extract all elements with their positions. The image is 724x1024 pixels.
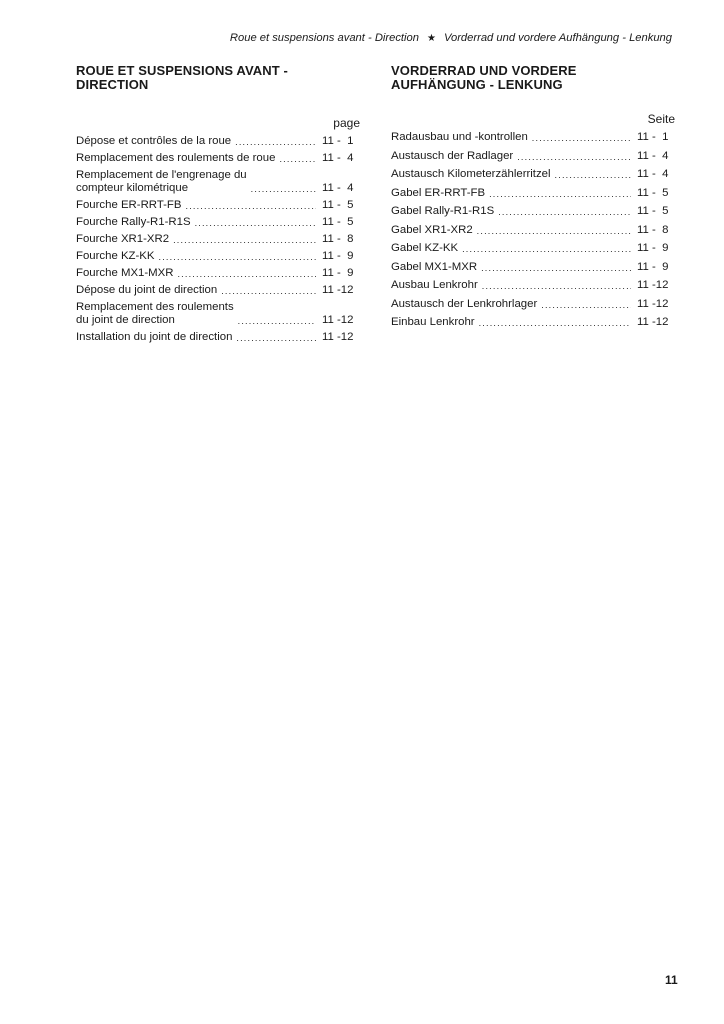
toc-entry-label: Fourche XR1-XR2 (76, 233, 170, 245)
toc-entry (76, 233, 360, 246)
toc-entry-label-wrap (391, 279, 637, 292)
toc-entry (391, 242, 675, 255)
dot-leader (555, 170, 631, 181)
dot-leader (238, 316, 316, 327)
toc-entry (391, 187, 675, 200)
toc-entry-page: 11 - 9 (637, 242, 669, 254)
toc-entry (391, 150, 675, 163)
toc-list-french (76, 135, 360, 344)
toc-entry-label: Ausbau Lenkrohr (391, 279, 478, 291)
toc-entry (76, 152, 360, 165)
dot-leader (479, 318, 631, 329)
toc-entry-label-wrap (76, 267, 322, 280)
toc-entry-label: Austausch der Lenkrohrlager (391, 297, 538, 310)
toc-entry-page: 11 - 9 (322, 250, 354, 262)
toc-entry-label-wrap (391, 150, 637, 163)
toc-entry-label-wrap (391, 187, 637, 200)
toc-entry-page: 11 -12 (322, 331, 354, 343)
dot-leader (517, 152, 631, 163)
toc-entry-label: Fourche Rally-R1-R1S (76, 216, 191, 228)
toc-entry (76, 301, 360, 327)
toc-entry (391, 168, 675, 181)
toc-entry-label: Gabel ER-RRT-FB (391, 186, 486, 199)
toc-entry-page: 11 - 4 (637, 149, 669, 162)
dot-leader (489, 189, 631, 200)
toc-entry-label: Remplacement des roulements de roue (76, 152, 276, 164)
dot-leader (173, 235, 316, 246)
toc-entry-label: Dépose et contrôles de la roue (76, 135, 232, 147)
toc-entry-page: 11 - 1 (322, 135, 354, 147)
toc-entry-page: 11 - 8 (637, 223, 669, 236)
running-header-de: Vorderrad und vordere Aufhängung - Lenkung (443, 32, 672, 44)
dot-leader (279, 154, 316, 165)
toc-entry-label-wrap (76, 301, 322, 327)
toc-entry-page: 11 - 4 (637, 168, 669, 180)
toc-entry (391, 224, 675, 237)
toc-entry-label-wrap (76, 199, 322, 212)
dot-leader (236, 333, 316, 344)
toc-entry-page: 11 - 5 (322, 216, 354, 228)
dot-leader (532, 133, 631, 144)
toc-entry-label-wrap (391, 205, 637, 218)
section-title-line-2: DIRECTION (76, 77, 149, 92)
dot-leader (186, 201, 317, 212)
toc-entry (76, 216, 360, 229)
section-title-line-2: AUFHÄNGUNG - LENKUNG (391, 77, 563, 92)
section-title-french (76, 64, 360, 94)
toc-column-german (391, 64, 675, 335)
toc-entry-label-wrap (391, 261, 637, 274)
toc-entry (391, 261, 675, 274)
toc-entry-label-wrap (76, 216, 322, 229)
dot-leader (159, 252, 317, 263)
toc-entry-label-wrap (391, 298, 637, 311)
toc-entry-label-wrap (391, 316, 637, 329)
toc-entry (76, 250, 360, 263)
toc-entry-label-wrap (391, 224, 637, 237)
toc-entry-page: 11 - 9 (637, 260, 669, 273)
section-title-line-1: ROUE ET SUSPENSIONS AVANT - (76, 63, 288, 78)
toc-entry-label: Gabel MX1-MXR (391, 260, 478, 273)
toc-entry-label-wrap (391, 131, 637, 144)
dot-leader (498, 207, 631, 218)
toc-entry-label: Dépose du joint de direction (76, 284, 218, 296)
toc-entry-label: Remplacement des roulements du joint de direction (76, 301, 234, 326)
toc-entry-page: 11 -12 (322, 284, 354, 296)
toc-entry-page: 11 -12 (637, 279, 669, 291)
toc-entry (76, 284, 360, 297)
dot-leader (477, 226, 631, 237)
dot-leader (235, 137, 316, 148)
toc-entry-label: Gabel KZ-KK (391, 242, 459, 254)
toc-entry-label-wrap (76, 233, 322, 246)
toc-entry-label: Remplacement de l'engrenage du compteur kilométrique (76, 169, 247, 194)
toc-entry-label: Austausch Kilometerzählerritzel (391, 168, 551, 180)
toc-entry-label-wrap (391, 168, 637, 181)
toc-entry-label-wrap (76, 284, 322, 297)
toc-entry-label: Fourche MX1-MXR (76, 267, 174, 279)
dot-leader (221, 286, 316, 297)
dot-leader (177, 269, 316, 280)
toc-entry (391, 298, 675, 311)
toc-entry (76, 199, 360, 212)
section-title-line-1: VORDERRAD UND VORDERE (391, 63, 577, 78)
toc-entry (391, 131, 675, 144)
toc-entry (76, 169, 360, 195)
dot-leader (482, 281, 631, 292)
toc-entry-label: Installation du joint de direction (76, 331, 233, 343)
toc-entry-label: Einbau Lenkrohr (391, 316, 475, 328)
dot-leader (462, 244, 631, 255)
dot-leader (481, 263, 631, 274)
section-title-german (391, 64, 675, 94)
page-column-label: Seite (647, 112, 675, 126)
toc-entry-page: 11 - 5 (637, 205, 669, 217)
running-header-fr: Roue et suspensions avant - Direction (229, 32, 419, 44)
toc-entry (76, 135, 360, 148)
toc-entry-label: Gabel Rally-R1-R1S (391, 205, 495, 217)
page-number: 11 (665, 973, 678, 987)
toc-column-french (76, 64, 360, 348)
toc-entry-label-wrap (76, 169, 322, 195)
toc-entry (391, 279, 675, 292)
toc-entry (391, 205, 675, 218)
toc-entry-page: 11 - 1 (637, 131, 669, 143)
dot-leader (251, 184, 316, 195)
toc-entry-page: 11 - 4 (322, 152, 354, 164)
toc-entry-label: Austausch der Radlager (391, 149, 514, 162)
star-icon: ★ (426, 33, 436, 44)
toc-entry-label: Radausbau und -kontrollen (391, 131, 528, 143)
toc-entry (76, 331, 360, 344)
toc-entry-label: Fourche ER-RRT-FB (76, 199, 182, 211)
page-column-label: page (333, 116, 360, 130)
toc-entry-label: Gabel XR1-XR2 (391, 223, 473, 236)
toc-entry (76, 267, 360, 280)
running-header (230, 32, 672, 44)
toc-entry-page: 11 -12 (322, 314, 354, 326)
toc-entry-label-wrap (76, 152, 322, 165)
toc-entry-label-wrap (76, 331, 322, 344)
toc-entry-label-wrap (76, 250, 322, 263)
toc-entry-page: 11 - 4 (322, 182, 354, 194)
toc-entry-page: 11 - 9 (322, 267, 354, 279)
dot-leader (541, 300, 631, 311)
toc-entry-page: 11 - 5 (637, 186, 669, 199)
toc-entry (391, 316, 675, 329)
toc-entry-page: 11 -12 (637, 297, 669, 310)
toc-list-german (391, 131, 675, 329)
toc-entry-label: Fourche KZ-KK (76, 250, 155, 262)
toc-entry-page: 11 - 8 (322, 233, 354, 245)
toc-entry-page: 11 - 5 (322, 199, 354, 211)
toc-entry-label-wrap (76, 135, 322, 148)
toc-entry-page: 11 -12 (637, 316, 669, 328)
toc-entry-label-wrap (391, 242, 637, 255)
dot-leader (195, 218, 316, 229)
